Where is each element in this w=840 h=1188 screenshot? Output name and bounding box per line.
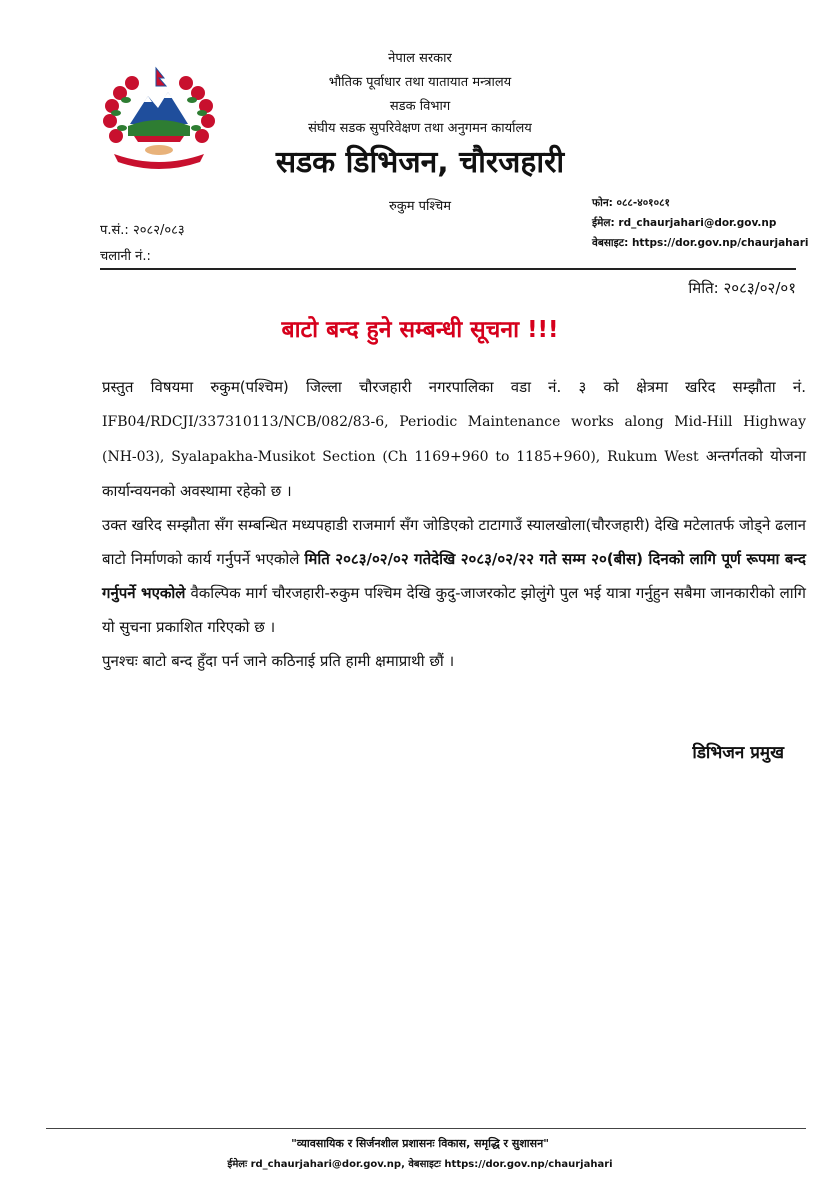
paragraph-2 (102, 508, 806, 644)
header-divider (100, 268, 796, 270)
notice-title: बाटो बन्द हुने सम्बन्धी सूचना !!! (281, 317, 559, 343)
office-title: सडक डिभिजन, चौरजहारी (275, 145, 565, 180)
dispatch-number: चलानी नं.: (100, 249, 151, 264)
paragraph-1-end: अन्तर्गतको योजना कार्यान्वयनको अवस्थामा रहेको छ । (102, 447, 806, 500)
footer-divider (46, 1128, 806, 1129)
notice-date: मिति: २०८३/०२/०१ (688, 279, 796, 297)
reference-number: प.सं.: २०८२/०८३ (100, 223, 185, 238)
website-link[interactable]: वेबसाइट: https://dor.gov.np/chaurjahari (592, 237, 809, 249)
header-line-government: नेपाल सरकार (388, 51, 452, 66)
paragraph-1 (102, 370, 806, 508)
header-line-ministry: भौतिक पूर्वाधार तथा यातायात मन्त्रालय (328, 75, 512, 90)
paragraph-2-end: वैकल्पिक मार्ग चौरजहारी-रुकुम पश्चिम देखि कुदु-जाजरकोट झोलुंगे पुल भई यात्रा गर्नुहुन सबैमा जानकारीको लागि यो सुचना प्रकाशित गरिएको छ । (102, 584, 806, 636)
header-line-department: सडक विभाग (389, 99, 451, 114)
header-line-office-parent: संघीय सडक सुपरिवेक्षण तथा अनुगमन कार्यालय (308, 121, 532, 136)
email-address[interactable]: ईमेल: rd_chaurjahari@dor.gov.np (592, 217, 777, 229)
footer-slogan: "व्यावसायिक र सिर्जनशील प्रशासनः विकास, समृद्धि र सुशासन" (291, 1137, 549, 1150)
paragraph-1-intro: प्रस्तुत विषयमा रुकुम(पश्चिम) जिल्ला चौरजहारी नगरपालिका वडा नं. ३ को क्षेत्रमा खरिद सम्झौता नं. (102, 378, 806, 396)
paragraph-3: पुनश्चः बाटो बन्द हुँदा पर्न जाने कठिनाई प्रति हामी क्षमाप्राथी छौं । (102, 652, 455, 670)
signature-title: डिभिजन प्रमुख (692, 743, 784, 763)
phone-number: फोन: ०८८-४०१०८१ (592, 197, 670, 209)
closure-period: मिति २०८३/०२/०२ गतेदेखि २०८३/०२/२२ गते सम्म २०(बीस) दिनको लागि पूर्ण रूपमा बन्द गर्नुपर्ने भएकोले (102, 550, 806, 602)
district-label: रुकुम पश्चिम (389, 199, 451, 214)
paragraph-2-intro: उक्त खरिद सम्झौता सँग सम्बन्धित मध्यपहाडी राजमार्ग सँग जोडिएको टाटागाउँ स्यालखोला(चौरजहारी) देखि मटेलातर्फ जोड्ने ढलान बाटो निर्माणको कार्य गर्नुपर्ने भएकोले (102, 516, 806, 568)
contract-details: IFB04/RDCJI/337310113/NCB/082/83-6, Periodic Maintenance works along Mid-Hill Highway (NH-03), Syalapakha-Musikot Section (Ch 1169+960 to 1185+960), Rukum West (102, 414, 806, 465)
footer-contact: ईमेलः rd_chaurjahari@dor.gov.np, वेबसाइटः https://dor.gov.np/chaurjahari (227, 1159, 613, 1170)
notice-body (102, 370, 806, 678)
